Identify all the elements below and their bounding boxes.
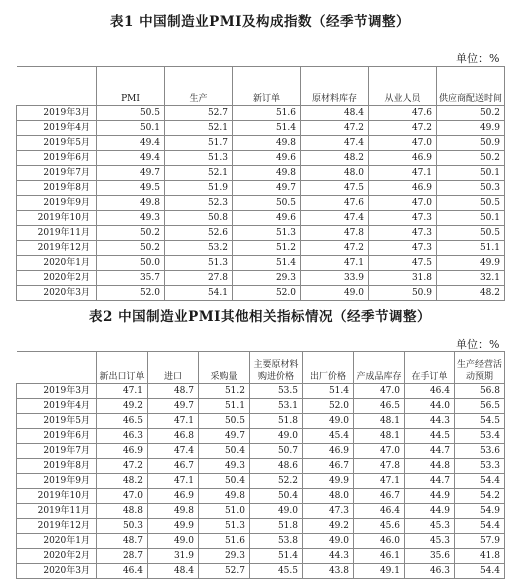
table-cell: 47.6	[301, 196, 369, 211]
table-cell: 52.3	[165, 196, 233, 211]
row-label: 2019年8月	[17, 459, 97, 474]
table-row	[17, 211, 505, 226]
table-cell: 46.3	[97, 429, 148, 444]
table-cell: 46.9	[303, 444, 354, 459]
table-cell: 51.4	[233, 121, 301, 136]
table-cell: 49.0	[250, 504, 303, 519]
table-cell: 46.9	[148, 489, 199, 504]
table-cell: 49.7	[233, 181, 301, 196]
table-cell: 47.1	[301, 256, 369, 271]
table-cell: 47.1	[97, 384, 148, 399]
table-cell: 50.8	[165, 211, 233, 226]
row-label: 2019年6月	[17, 429, 97, 444]
table-cell: 50.1	[437, 211, 505, 226]
table-cell: 50.1	[437, 166, 505, 181]
table-cell: 56.5	[455, 399, 505, 414]
table-cell: 51.2	[233, 241, 301, 256]
row-label: 2020年3月	[17, 286, 97, 301]
table-cell: 47.1	[354, 474, 405, 489]
row-label: 2019年8月	[17, 181, 97, 196]
table-row	[17, 549, 505, 564]
column-header: 新出口订单	[97, 352, 148, 384]
table-cell: 44.7	[405, 444, 455, 459]
table-cell: 46.8	[148, 429, 199, 444]
table-cell: 48.1	[354, 429, 405, 444]
table-cell: 51.3	[165, 151, 233, 166]
table-cell: 56.8	[455, 384, 505, 399]
row-label: 2019年6月	[17, 151, 97, 166]
table-cell: 52.0	[97, 286, 165, 301]
table2-unit: 单位：%	[456, 338, 500, 351]
table-row	[17, 151, 505, 166]
table-cell: 50.5	[233, 196, 301, 211]
table-cell: 47.1	[148, 414, 199, 429]
table-cell: 50.1	[97, 121, 165, 136]
table-cell: 51.7	[165, 136, 233, 151]
table2-title: 表2 中国制造业PMI其他相关指标情况（经季节调整）	[88, 309, 431, 325]
table-cell: 47.2	[97, 459, 148, 474]
table-cell: 51.1	[199, 399, 250, 414]
table-cell: 47.1	[369, 166, 437, 181]
table-cell: 52.0	[233, 286, 301, 301]
table-cell: 52.6	[165, 226, 233, 241]
table-row	[17, 286, 505, 301]
table-cell: 47.3	[369, 211, 437, 226]
table-cell: 51.3	[165, 256, 233, 271]
table-cell: 50.9	[369, 286, 437, 301]
table-cell: 47.1	[148, 474, 199, 489]
row-label: 2019年10月	[17, 211, 97, 226]
table-cell: 51.1	[437, 241, 505, 256]
table-row	[17, 271, 505, 286]
table-cell: 51.3	[199, 519, 250, 534]
table-cell: 47.2	[301, 121, 369, 136]
table-cell: 49.0	[301, 286, 369, 301]
table-row	[17, 459, 505, 474]
table-cell: 50.3	[97, 519, 148, 534]
column-header: 从业人员	[369, 67, 437, 106]
column-header: PMI	[97, 67, 165, 106]
table-cell: 53.4	[455, 429, 505, 444]
table-cell: 28.7	[97, 549, 148, 564]
table-cell: 48.0	[301, 166, 369, 181]
table-cell: 51.8	[250, 414, 303, 429]
table-cell: 53.6	[455, 444, 505, 459]
table-row	[17, 504, 505, 519]
table-cell: 46.0	[354, 534, 405, 549]
table-row	[17, 226, 505, 241]
table-cell: 49.0	[303, 414, 354, 429]
table-cell: 47.6	[369, 106, 437, 121]
table-cell: 53.2	[165, 241, 233, 256]
table-cell: 49.3	[97, 211, 165, 226]
table-cell: 44.9	[405, 489, 455, 504]
table-cell: 49.0	[250, 429, 303, 444]
table-row	[17, 519, 505, 534]
table1-unit: 单位：%	[456, 52, 500, 65]
row-label: 2019年3月	[17, 384, 97, 399]
table-cell: 46.4	[354, 504, 405, 519]
table-cell: 48.7	[148, 384, 199, 399]
table-cell: 49.4	[97, 151, 165, 166]
table-cell: 54.1	[165, 286, 233, 301]
table-cell: 54.4	[455, 519, 505, 534]
table-cell: 57.9	[455, 534, 505, 549]
table1-title: 表1 中国制造业PMI及构成指数（经季节调整）	[109, 14, 410, 30]
table-cell: 44.5	[405, 429, 455, 444]
table-cell: 41.8	[455, 549, 505, 564]
row-label: 2019年7月	[17, 166, 97, 181]
row-label: 2019年12月	[17, 241, 97, 256]
table-cell: 50.2	[97, 226, 165, 241]
table-cell: 50.5	[199, 414, 250, 429]
row-label: 2019年4月	[17, 399, 97, 414]
table-cell: 52.1	[165, 166, 233, 181]
table-cell: 46.9	[369, 151, 437, 166]
row-label: 2019年11月	[17, 504, 97, 519]
table-cell: 47.2	[301, 241, 369, 256]
table-cell: 51.9	[165, 181, 233, 196]
table-cell: 46.5	[97, 414, 148, 429]
table-cell: 47.3	[369, 241, 437, 256]
header-blank	[17, 352, 97, 384]
table-cell: 47.0	[354, 384, 405, 399]
table-cell: 45.4	[303, 429, 354, 444]
pmi-other-indicators-table	[16, 351, 505, 579]
table-cell: 46.7	[303, 459, 354, 474]
row-label: 2020年2月	[17, 271, 97, 286]
table-cell: 47.4	[148, 444, 199, 459]
table-cell: 50.5	[437, 226, 505, 241]
table-cell: 50.4	[250, 489, 303, 504]
table-cell: 44.0	[405, 399, 455, 414]
table-cell: 49.8	[97, 196, 165, 211]
table-cell: 52.7	[199, 564, 250, 579]
column-header: 供应商配送时间	[437, 67, 505, 106]
table-cell: 48.7	[97, 534, 148, 549]
table-cell: 50.2	[97, 241, 165, 256]
table-cell: 47.3	[303, 504, 354, 519]
row-label: 2019年11月	[17, 226, 97, 241]
row-label: 2019年5月	[17, 414, 97, 429]
table-cell: 54.9	[455, 504, 505, 519]
table-cell: 49.8	[233, 136, 301, 151]
table-row	[17, 256, 505, 271]
column-header: 在手订单	[405, 352, 455, 384]
column-header: 原材料库存	[301, 67, 369, 106]
table-cell: 49.9	[148, 519, 199, 534]
table-cell: 51.8	[250, 519, 303, 534]
table-cell: 29.3	[199, 549, 250, 564]
table-cell: 47.0	[97, 489, 148, 504]
column-header: 生产	[165, 67, 233, 106]
table-cell: 49.8	[148, 504, 199, 519]
table-cell: 50.9	[437, 136, 505, 151]
table-cell: 50.0	[97, 256, 165, 271]
table-cell: 47.2	[369, 121, 437, 136]
table-row	[17, 414, 505, 429]
table-cell: 47.5	[301, 181, 369, 196]
table-cell: 51.0	[199, 504, 250, 519]
table-cell: 54.5	[455, 414, 505, 429]
column-header: 产成品库存	[354, 352, 405, 384]
table-cell: 49.2	[303, 519, 354, 534]
table-cell: 48.1	[354, 414, 405, 429]
table-cell: 46.9	[97, 444, 148, 459]
table-row	[17, 241, 505, 256]
column-header: 进口	[148, 352, 199, 384]
table-row	[17, 166, 505, 181]
table-cell: 48.2	[97, 474, 148, 489]
table-cell: 47.0	[369, 136, 437, 151]
table-cell: 47.0	[369, 196, 437, 211]
table-cell: 51.2	[199, 384, 250, 399]
pmi-composition-table	[16, 66, 505, 301]
table-cell: 50.4	[199, 444, 250, 459]
table-row	[17, 384, 505, 399]
table-cell: 47.4	[301, 136, 369, 151]
table-cell: 50.3	[437, 181, 505, 196]
table-cell: 49.8	[199, 489, 250, 504]
row-label: 2019年7月	[17, 444, 97, 459]
table-row	[17, 196, 505, 211]
table-cell: 46.5	[354, 399, 405, 414]
table-cell: 52.7	[165, 106, 233, 121]
table-cell: 51.6	[199, 534, 250, 549]
column-header: 生产经营活动预期	[455, 352, 505, 384]
table-cell: 45.3	[405, 534, 455, 549]
row-label: 2020年2月	[17, 549, 97, 564]
table-cell: 48.4	[148, 564, 199, 579]
row-label: 2019年10月	[17, 489, 97, 504]
table-cell: 49.0	[148, 534, 199, 549]
table-cell: 53.1	[250, 399, 303, 414]
column-header: 新订单	[233, 67, 301, 106]
table-cell: 35.7	[97, 271, 165, 286]
table-row	[17, 489, 505, 504]
table-cell: 48.0	[303, 489, 354, 504]
table-cell: 48.2	[301, 151, 369, 166]
table-cell: 52.1	[165, 121, 233, 136]
table-cell: 44.7	[405, 474, 455, 489]
table-cell: 49.5	[97, 181, 165, 196]
table-row	[17, 121, 505, 136]
table-cell: 51.6	[233, 106, 301, 121]
table-row	[17, 429, 505, 444]
table-cell: 50.5	[97, 106, 165, 121]
table-cell: 46.7	[354, 489, 405, 504]
table-cell: 49.8	[233, 166, 301, 181]
table-cell: 50.2	[437, 106, 505, 121]
table-cell: 52.0	[303, 399, 354, 414]
table-cell: 50.4	[199, 474, 250, 489]
table-cell: 46.9	[369, 181, 437, 196]
table-cell: 47.8	[354, 459, 405, 474]
row-label: 2020年1月	[17, 534, 97, 549]
table-cell: 49.1	[354, 564, 405, 579]
table-cell: 44.9	[405, 504, 455, 519]
table-cell: 49.7	[199, 429, 250, 444]
table-cell: 45.5	[250, 564, 303, 579]
table-cell: 48.6	[250, 459, 303, 474]
table-cell: 51.4	[250, 549, 303, 564]
table-cell: 31.9	[148, 549, 199, 564]
table-cell: 35.6	[405, 549, 455, 564]
table-cell: 49.0	[303, 534, 354, 549]
table-cell: 44.8	[405, 459, 455, 474]
table-cell: 49.7	[148, 399, 199, 414]
table-cell: 44.3	[405, 414, 455, 429]
table-cell: 50.7	[250, 444, 303, 459]
table-cell: 53.3	[455, 459, 505, 474]
table-cell: 49.9	[303, 474, 354, 489]
table-cell: 48.4	[301, 106, 369, 121]
table-cell: 33.9	[301, 271, 369, 286]
table-cell: 44.3	[303, 549, 354, 564]
table-cell: 51.4	[233, 256, 301, 271]
table-cell: 46.1	[354, 549, 405, 564]
table-cell: 46.3	[405, 564, 455, 579]
column-header: 出厂价格	[303, 352, 354, 384]
table-cell: 52.2	[250, 474, 303, 489]
table-cell: 49.7	[97, 166, 165, 181]
column-header: 采购量	[199, 352, 250, 384]
table-cell: 53.8	[250, 534, 303, 549]
table-cell: 48.2	[437, 286, 505, 301]
table-cell: 53.5	[250, 384, 303, 399]
row-label: 2019年9月	[17, 196, 97, 211]
table-cell: 48.8	[97, 504, 148, 519]
table-cell: 45.3	[405, 519, 455, 534]
table-cell: 47.8	[301, 226, 369, 241]
table-cell: 47.0	[354, 444, 405, 459]
table-cell: 49.6	[233, 151, 301, 166]
table-cell: 49.3	[199, 459, 250, 474]
table-row	[17, 564, 505, 579]
table-cell: 43.8	[303, 564, 354, 579]
table-cell: 49.9	[437, 256, 505, 271]
table-row	[17, 444, 505, 459]
table-cell: 29.3	[233, 271, 301, 286]
table-cell: 50.5	[437, 196, 505, 211]
table-cell: 47.4	[301, 211, 369, 226]
table-cell: 51.4	[303, 384, 354, 399]
table-cell: 46.4	[405, 384, 455, 399]
table-row	[17, 106, 505, 121]
table-cell: 27.8	[165, 271, 233, 286]
table-cell: 49.6	[233, 211, 301, 226]
header-blank	[17, 67, 97, 106]
table-row	[17, 399, 505, 414]
table-cell: 49.2	[97, 399, 148, 414]
table-cell: 31.8	[369, 271, 437, 286]
table-cell: 49.9	[437, 121, 505, 136]
row-label: 2019年3月	[17, 106, 97, 121]
table-cell: 54.4	[455, 474, 505, 489]
column-header: 主要原材料购进价格	[250, 352, 303, 384]
table-cell: 50.2	[437, 151, 505, 166]
table-cell: 47.5	[369, 256, 437, 271]
row-label: 2019年5月	[17, 136, 97, 151]
row-label: 2019年9月	[17, 474, 97, 489]
table-cell: 46.7	[148, 459, 199, 474]
table-row	[17, 181, 505, 196]
table-cell: 47.3	[369, 226, 437, 241]
table-cell: 49.4	[97, 136, 165, 151]
table-cell: 32.1	[437, 271, 505, 286]
table-row	[17, 136, 505, 151]
table-row	[17, 534, 505, 549]
table-row	[17, 474, 505, 489]
row-label: 2020年3月	[17, 564, 97, 579]
row-label: 2020年1月	[17, 256, 97, 271]
table-cell: 51.3	[233, 226, 301, 241]
table-cell: 46.4	[97, 564, 148, 579]
table-cell: 45.6	[354, 519, 405, 534]
row-label: 2019年12月	[17, 519, 97, 534]
table-cell: 54.2	[455, 489, 505, 504]
row-label: 2019年4月	[17, 121, 97, 136]
table-cell: 54.4	[455, 564, 505, 579]
